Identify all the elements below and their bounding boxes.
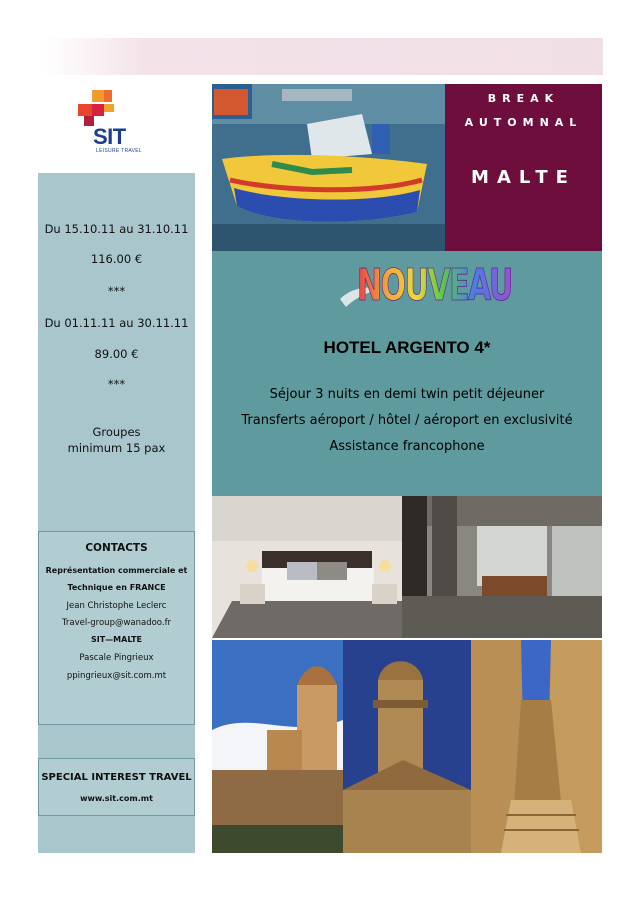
separator-1: *** (107, 284, 126, 298)
company-name: SPECIAL INTEREST TRAVEL (41, 772, 192, 783)
header-band (44, 38, 603, 75)
price-2: 89.00 € (94, 347, 139, 361)
contacts-heading: CONTACTS (85, 542, 148, 554)
contacts-box (38, 531, 195, 725)
watchtower-photo (343, 640, 471, 853)
contact-name-france: Jean Christophe Leclerc (66, 601, 167, 611)
title-break: BREAK (487, 92, 560, 105)
company-website[interactable]: www.sit.com.mt (80, 794, 153, 803)
contact-malta-heading: SIT—MALTE (90, 635, 143, 644)
period-2: Du 01.11.11 au 30.11.11 (44, 316, 189, 330)
feature-assistance: Assistance francophone (329, 439, 485, 454)
offer-column (38, 173, 195, 853)
hotel-bedroom-photo (212, 496, 402, 638)
feature-stay: Séjour 3 nuits en demi twin petit déjeuner (269, 387, 545, 402)
period-1: Du 15.10.11 au 31.10.11 (44, 222, 189, 236)
contact-name-malta: Pascale Pingrieux (79, 653, 154, 663)
logo-subtitle: LEISURE TRAVEL (96, 148, 142, 154)
contact-email-malta[interactable]: ppingrieux@sit.com.mt (66, 671, 167, 681)
price-1: 116.00 € (90, 252, 143, 266)
hotel-name: HOTEL ARGENTO 4* (323, 338, 491, 357)
groups-label: Groupes (92, 425, 141, 439)
mdina-cathedral-photo (212, 640, 343, 853)
rep-line-1: Représentation commerciale et (45, 566, 188, 575)
hotel-lobby-photo (402, 496, 602, 638)
rep-line-2: Technique en FRANCE (67, 583, 166, 592)
contact-email-france[interactable]: Travel-group@wanadoo.fr (61, 618, 172, 628)
fishing-boat-photo (212, 84, 445, 251)
separator-2: *** (107, 377, 126, 391)
title-automnal: AUTOMNAL (464, 116, 583, 129)
groups-minimum: minimum 15 pax (67, 441, 166, 455)
new-badge: NOUVEAU (357, 261, 512, 312)
feature-transfers: Transferts aéroport / hôtel / aéroport en exclusivité (241, 413, 573, 428)
stone-alley-photo (471, 640, 602, 853)
company-box (38, 758, 195, 816)
logo-name: SIT (93, 124, 126, 149)
title-destination: MALTE (471, 167, 576, 188)
